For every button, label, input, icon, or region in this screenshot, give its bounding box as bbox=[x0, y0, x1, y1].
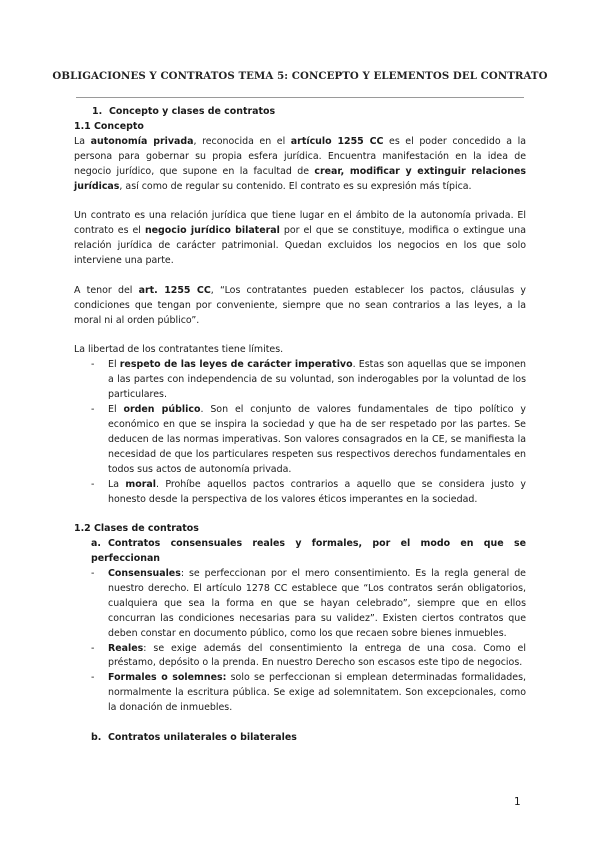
limits-list bbox=[74, 358, 526, 507]
document-title: OBLIGACIONES Y CONTRATOS TEMA 5: CONCEPTO Y ELEMENTOS DEL CONTRATO bbox=[52, 70, 548, 82]
heading-clase-b bbox=[74, 731, 526, 746]
dash-bullet: - bbox=[91, 404, 95, 416]
dash-bullet: - bbox=[91, 478, 95, 490]
section-label: Concepto y clases de contratos bbox=[109, 106, 276, 117]
bold-term: respeto de las leyes de carácter imperativo bbox=[119, 359, 353, 371]
document-body bbox=[74, 105, 526, 746]
bold-autonomia: autonomía privada bbox=[90, 135, 194, 147]
letter-marker: b. bbox=[91, 731, 102, 743]
bold-term: orden público bbox=[123, 404, 201, 416]
subsection-heading-concepto: 1.1 Concepto bbox=[74, 120, 144, 132]
bold-term: Reales bbox=[108, 642, 144, 654]
spacer bbox=[74, 329, 526, 344]
bold-negocio-bilateral: negocio jurídico bilateral bbox=[144, 225, 280, 237]
bold-term: Consensuales bbox=[108, 568, 181, 580]
bold-art-1255: art. 1255 CC bbox=[138, 284, 211, 296]
spacer bbox=[74, 194, 526, 209]
list-item: - Reales: se exige además del consentimiento la entrega de una cosa. Como el préstamo, depósito o la prenda. En nuestro Derecho son escasos este tipo de negocios. bbox=[91, 642, 526, 669]
paragraph-art-1255: A tenor del art. 1255 CC, “Los contratantes pueden establecer los pactos, cláusulas y condiciones que tengan por conveniente, siempre que no sean contrarios a las leyes, a la moral ni al orden público”. bbox=[74, 284, 526, 326]
page-number: 1 bbox=[514, 796, 521, 808]
letter-marker: a. bbox=[91, 538, 101, 550]
list-item: - Consensuales: se perfeccionan por el mero consentimiento. Es la regla general de nuestro derecho. El artículo 1278 CC establece que “Los contratos serán obligatorios, cualquiera que sea la forma en que se hayan celebrado”, siempre que en ellos concurran las condiciones necesarias para su validez”. Existen ciertos contratos que deben constar en documento público, como los que recaen sobre bienes inmuebles. bbox=[91, 568, 526, 639]
dash-bullet: - bbox=[91, 359, 95, 371]
paragraph-limites: La libertad de los contratantes tiene límites. bbox=[74, 344, 284, 356]
spacer bbox=[74, 269, 526, 284]
bold-articulo-1255: artículo 1255 CC bbox=[290, 135, 384, 147]
paragraph-autonomia: La autonomía privada, reconocida en el artículo 1255 CC es el poder concedido a la persona para gobernar su propia esfera jurídica. Encuentra manifestación en la idea de negocio jurídico, que supone en la facultad de crear, modificar y extinguir relaciones jurídicas, así como de regular su contenido. El contrato es su expresión más típica. bbox=[74, 135, 526, 192]
heading-clase-a bbox=[74, 537, 526, 567]
dash-bullet: - bbox=[91, 568, 95, 580]
clase-label: Contratos consensuales reales y formales, por el modo en que se perfeccionan bbox=[91, 538, 526, 565]
types-list bbox=[74, 567, 526, 716]
list-item: - El respeto de las leyes de carácter imperativo. Estas son aquellas que se imponen a las partes con independencia de su voluntad, son inderogables por la voluntad de los particulares. bbox=[91, 359, 526, 401]
list-item: - La moral. Prohíbe aquellos pactos contrarios a aquello que se considera justo y honesto desde la perspectiva de los valores éticos imperantes en la sociedad. bbox=[91, 478, 527, 505]
list-item: - Formales o solemnes: solo se perfeccionan si emplean determinadas formalidades, normalmente la escritura pública. Se exige ad solemnitatem. Son excepcionales, como la donación de inmuebles. bbox=[91, 672, 526, 714]
section-heading-1 bbox=[74, 105, 526, 120]
bold-term: moral bbox=[125, 478, 156, 490]
dash-bullet: - bbox=[91, 642, 95, 654]
section-number: 1. bbox=[92, 106, 103, 117]
title-divider bbox=[76, 97, 524, 98]
clase-label: Contratos unilaterales o bilaterales bbox=[108, 731, 297, 743]
dash-bullet: - bbox=[91, 672, 95, 684]
subsection-heading-clases: 1.2 Clases de contratos bbox=[74, 523, 199, 535]
bold-term: Formales o solemnes: bbox=[108, 672, 227, 684]
bold-crear-modificar: crear, modificar y extinguir relaciones jurídicas bbox=[74, 165, 526, 192]
spacer bbox=[74, 507, 526, 522]
list-item: - El orden público. Son el conjunto de valores fundamentales de tipo político y económico en que se inspira la sociedad y que ha de ser respetado por las partes. Se deducen de las normas imperativas. Son valores consagrados en la CE, se manifiesta la necesidad de que los particulares respeten sus respectivos derechos fundamentales en todos sus actos de autonomía privada. bbox=[91, 404, 527, 475]
spacer bbox=[74, 716, 526, 731]
paragraph-contrato: Un contrato es una relación jurídica que tiene lugar en el ámbito de la autonomía privada. El contrato es el negocio jurídico bilateral por el que se constituye, modifica o extingue una relación jurídica de carácter patrimonial. Quedan excluidos los negocios en los que solo interviene una parte. bbox=[74, 210, 527, 267]
